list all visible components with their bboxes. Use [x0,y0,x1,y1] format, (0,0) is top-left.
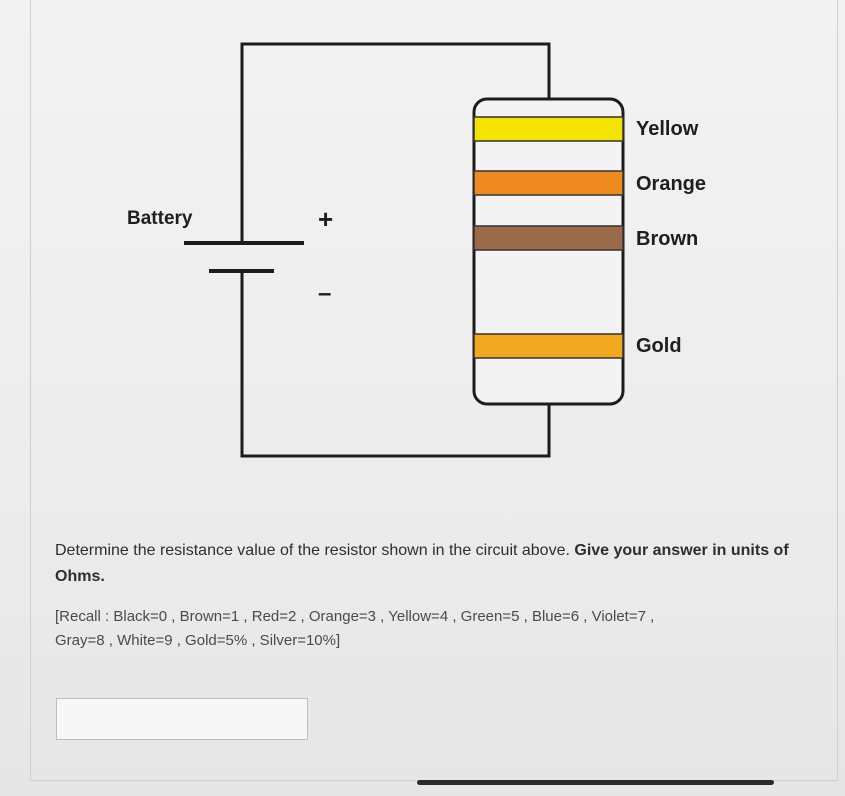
recall-note [55,605,815,653]
resistor-band-orange [474,171,623,195]
plus-sign: + [318,204,334,234]
battery-label: Battery [127,208,193,229]
band-label-yellow: Yellow [636,118,699,140]
question-prompt: Determine the resistance value of the resistor shown in the circuit above. [55,542,570,559]
recall-line-2: Gray=8 , White=9 , Gold=5% , Silver=10%] [55,632,341,649]
resistor-band-gold [474,334,623,358]
resistor-band-brown [474,226,623,250]
recall-line-1: [Recall : Black=0 , Brown=1 , Red=2 , Orange=3 , Yellow=4 , Green=5 , Blue=6 , Violet=7 , [55,608,655,625]
answer-input[interactable] [56,698,308,740]
band-label-gold: Gold [636,335,682,357]
resistor-band-yellow [474,117,623,141]
home-indicator [417,780,774,785]
question-text [55,538,815,590]
minus-sign: – [318,280,332,307]
band-label-brown: Brown [636,228,699,250]
band-label-orange: Orange [636,173,707,195]
question-instruction: Give your answer in units of Ohms. [55,542,789,585]
